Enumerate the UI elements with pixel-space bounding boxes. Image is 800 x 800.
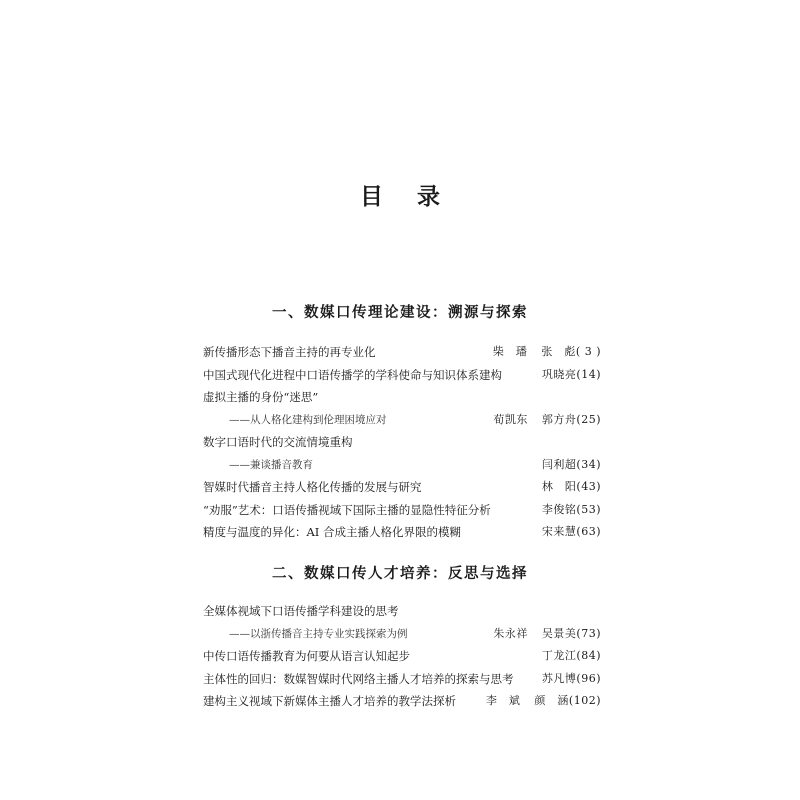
entry-author-page: 郭方舟(25) — [541, 412, 601, 426]
entry-author: 柴 璠 — [492, 345, 528, 358]
entry-author: 荀凯东 — [493, 412, 528, 426]
toc-title-char: 录 — [417, 183, 440, 210]
entry-title: 主体性的回归：数媒智媒时代网络主播人才培养的探索与思考 — [203, 671, 514, 686]
toc-entry[interactable] — [203, 600, 601, 623]
toc-entry[interactable] — [203, 476, 601, 499]
toc-entry[interactable] — [203, 668, 601, 691]
toc-entry-subtitle[interactable] — [203, 409, 601, 432]
toc-title — [0, 178, 800, 211]
entry-authors — [493, 341, 601, 364]
entry-subtitle: ——从人格化建构到伦理困境应对 — [229, 413, 387, 426]
entry-title: 智媒时代播音主持人格化传播的发展与研究 — [203, 480, 422, 494]
toc-entry[interactable] — [203, 364, 601, 387]
entry-author-page: 闫利超(34) — [541, 457, 601, 471]
toc-entry-subtitle[interactable] — [203, 454, 601, 477]
toc-entry[interactable] — [203, 431, 601, 454]
entry-author: 李 斌 — [485, 694, 521, 707]
entry-author-page: 吴景美(73) — [541, 626, 601, 640]
toc-title-char: 目 — [360, 183, 383, 210]
entry-author-page: 颜 涵(102) — [534, 694, 601, 707]
entry-authors — [493, 409, 601, 432]
entry-title: 建构主义视域下新媒体主播人才培养的教学法探析 — [203, 694, 456, 708]
entry-title: 中传口语传播教育为何要从语言认知起步 — [203, 649, 410, 663]
entry-authors — [542, 668, 601, 691]
toc-entry[interactable] — [203, 386, 601, 409]
entry-author-page: 林 阳(43) — [541, 480, 601, 493]
toc-entry[interactable] — [203, 645, 601, 668]
entry-author-page: 宋来慧(63) — [541, 525, 601, 538]
toc-entry-subtitle[interactable] — [203, 623, 601, 646]
entry-author-page: 张 彪( 3 ) — [541, 345, 601, 358]
entry-title: 数字口语时代的交流情境重构 — [203, 435, 353, 449]
entry-authors — [542, 521, 601, 544]
entry-author-page: 苏凡博(96) — [541, 671, 601, 685]
entry-authors — [542, 645, 601, 668]
toc-entry[interactable] — [203, 690, 601, 713]
section-2-entries — [203, 600, 601, 713]
entry-title: 中国式现代化进程中口语传播学的学科使命与知识体系建构 — [203, 367, 502, 382]
toc-entry[interactable] — [203, 521, 601, 544]
entry-title: 全媒体视域下口语传播学科建设的思考 — [203, 604, 399, 618]
entry-title: “劝服”艺术：口语传播视域下国际主播的显隐性特征分析 — [203, 502, 491, 517]
entry-authors — [542, 476, 601, 499]
section-heading-2: 二、数媒口传人才培养：反思与选择 — [272, 566, 528, 582]
entry-title: 虚拟主播的身份“迷思” — [203, 390, 319, 404]
toc-entry[interactable] — [203, 499, 601, 522]
toc-entry[interactable] — [203, 341, 601, 364]
entry-authors — [542, 499, 601, 522]
entry-authors — [542, 364, 601, 387]
entry-subtitle: ——兼谈播音教育 — [229, 458, 313, 471]
entry-author-page: 巩晓亮(14) — [541, 367, 601, 381]
entry-subtitle: ——以浙传播音主持专业实践探索为例 — [229, 627, 408, 640]
entry-author: 朱永祥 — [493, 626, 528, 640]
entry-title: 新传播形态下播音主持的再专业化 — [203, 345, 376, 359]
entry-authors — [486, 690, 601, 713]
section-1-entries — [203, 341, 601, 544]
entry-author-page: 丁龙江(84) — [541, 649, 601, 662]
entry-authors — [542, 454, 601, 477]
entry-title: 精度与温度的异化：AI 合成主播人格化界限的模糊 — [203, 525, 462, 539]
entry-authors — [493, 623, 601, 646]
section-heading-1: 一、数媒口传理论建设：溯源与探索 — [272, 305, 528, 321]
entry-author-page: 李俊铭(53) — [541, 502, 601, 516]
